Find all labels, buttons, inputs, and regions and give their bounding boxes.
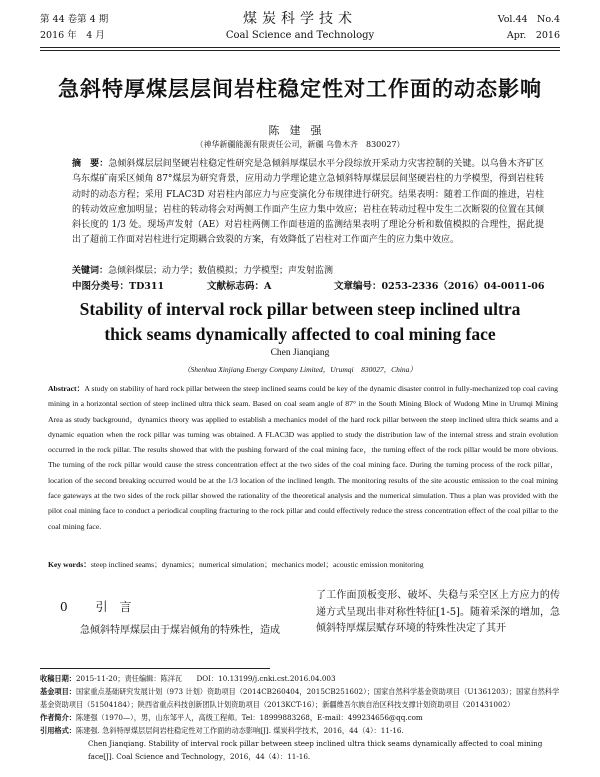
header-rule [40,47,560,48]
abstract-cn [72,157,544,249]
running-header [40,10,560,46]
author-en: Chen Jianqiang [270,348,330,358]
header-center [40,10,560,43]
abstract-cn-text: 急倾斜煤层层间坚硬岩柱稳定性研究是急倾斜厚煤层水平分段综放开采动力灾害控制的关键。以乌鲁木齐矿区乌东煤矿南采区倾角 87°煤层为研究背景，应用动力学理论建立急倾斜特厚煤层层间坚硬岩柱的力学模型，得到岩柱转动时的动态方程；采用 FLAC3D 对岩柱内部应力与应变演化分布规律进行研究。结果表明：随着工作面的推进，岩柱的转动效应愈加明显；岩柱的转动将会对两侧工作面产生应力集中效应；岩柱在转动过程中发生二次断裂的位置在其倾斜长度的 1/3 处。现场声发射（AE）对岩柱两侧工作面巷道的监测结果表明了理论分析和数值模拟的合理性，据此提出了超前工作面对岩柱进行定期耦合致裂的方案，有效降低了岩柱对工作面产生的应力集中效应。 [72,159,544,246]
article-number: 文章编号：0253-2336（2016）04-0011-06 [334,281,545,292]
footnote-author [40,711,560,724]
footnote-citation-label: 引用格式： [40,726,76,735]
abstract-en [48,381,558,534]
affiliation-en: （Shenhua Xinjiang Energy Company Limited，Urumqi 830027，China） [183,365,417,374]
title-en-line2: thick seams dynamically affected to coal mining face [104,324,496,344]
keywords-cn [72,264,544,278]
volume-issue-en: Vol.44 No.4 [497,14,560,25]
footnote-received-label: 收稿日期： [40,674,76,683]
keywords-cn-text: 急倾斜煤层；动力学；数值模拟；力学模型；声发射监测 [108,266,334,276]
intro-paragraph-left: 急倾斜特厚煤层由于煤岩倾角的特殊性，造成 [80,625,280,636]
abstract-en-text: A study on stability of hard rock pillar between the steep inclined seams could be key of the dynamic disaster control in fully-mechanized top coal caving mining in a horizontal section of steep inclined ultra thick seam. Based on coal seam angle of 87° in the South Mining Block of Wudong Mine in Urumqi Mining Area as study background，dynamics theory was applied to establish a mechanics model of the hard rock pillar between the steep inclined ultra thick seams and a dynamic equation when the rock pillar was turning was obtained. A FLAC3D was applied to study the distribution law of the internal stress and strain evolution occurred in the rock pillar. The results showed that with the pushing forward of the coal mining face，the turning effect of the rock pillar would be more obvious. The turning of the rock pillar would cause the stress concentration effect at the two sides of the coal mining face. During the turning process of the rock pillar，location of the second breaking occurred would be at the 1/3 location of the inclined length. The monitoring results of the site acoustic emission to the coal mining face gateways at the two sides of the rock pillar showed the rationality of the theoretical analysis and the numerical simulation. Thus a plan was provided with the pilot coal mining face to conduct a periodical coupling fracturing to the rock pillar and could effectively reduce the stress concentration effect of the coal pillar to the coal mining face. [48,384,558,531]
abstract-en-label: Abstract： [48,384,85,393]
date-cn: 2016 年 4 月 [40,30,105,41]
footnote-citation-cn [40,724,560,737]
author-cn: 陈建强 [268,124,332,137]
journal-name-cn: 煤炭科学技术 [243,11,357,27]
keywords-en [48,559,558,571]
keywords-cn-label: 关键词： [72,266,109,276]
footnotes [40,672,560,763]
paper-title-cn: 急斜特厚煤层层间岩柱稳定性对工作面的动态影响 [58,77,542,101]
paper-title-en [0,297,600,347]
header-right [498,12,560,44]
keywords-en-label: Key words： [48,560,91,569]
footnote-rule [40,668,270,669]
footnote-received [40,672,560,685]
header-rule-thin [40,50,560,51]
section-heading-intro: 0 引言 [60,600,144,614]
date-en: Apr. 2016 [506,30,560,41]
footnote-received-text: 2015-11-20；责任编辑：陈洋瓦 DOI：10.13199/j.cnki.cst.2016.04.003 [75,674,336,683]
keywords-en-text: steep inclined seams；dynamics；numerical simulation；mechanics model；acoustic emission monitoring [90,560,424,569]
clc-number: 中图分类号：TD311 [72,281,165,292]
journal-name-en: Coal Science and Technology [225,30,375,41]
affiliation-cn: （神华新疆能源有限责任公司，新疆 乌鲁木齐 830027） [195,140,405,149]
title-en-line1: Stability of interval rock pillar between steep inclined ultra [79,299,521,319]
footnote-author-label: 作者简介： [40,713,76,722]
footnote-funding-label: 基金项目： [40,687,76,696]
footnote-author-text: 陈建强（1970—），男，山东邹平人，高级工程师。Tel：18999883268，E-mail：499234656@qq.com [75,713,423,722]
footnote-citation-en: Chen Jianqiang. Stability of interval rock pillar between steep inclined ultra thick seams dynamically affected to coal mining face[J]. Coal Science and Technology，2016，44（4）：11-16. [88,739,543,761]
volume-issue-cn: 第 44 卷第 4 期 [40,14,109,25]
intro-paragraph-right: 了工作面顶板变形、破坏、失稳与采空区上方应力的传递方式呈现出非对称性特征[1-5]。随着采深的增加，急倾斜特厚煤层赋存环境的特殊性决定了其开 [316,590,560,634]
footnote-funding [40,685,560,711]
abstract-cn-label: 摘 要： [72,159,109,169]
footnote-citation-cn-text: 陈建强. 急斜特厚煤层层间岩柱稳定性对工作面的动态影响[J]. 煤炭科学技术，2016，44（4）：11-16. [75,726,404,735]
document-code: 文献标志码：A [207,281,272,292]
footnote-funding-text: 国家重点基础研究发展计划（973 计划）资助项目（2014CB260404，2015CB251602）；国家自然科学基金资助项目（U1361203）；国家自然科学基金资助项目（51504184）；陕西省重点科技创新团队计划资助项目（2013KCT-16）；新疆维吾尔族自治区科技支撑计划资助项目（201431002） [40,687,560,709]
